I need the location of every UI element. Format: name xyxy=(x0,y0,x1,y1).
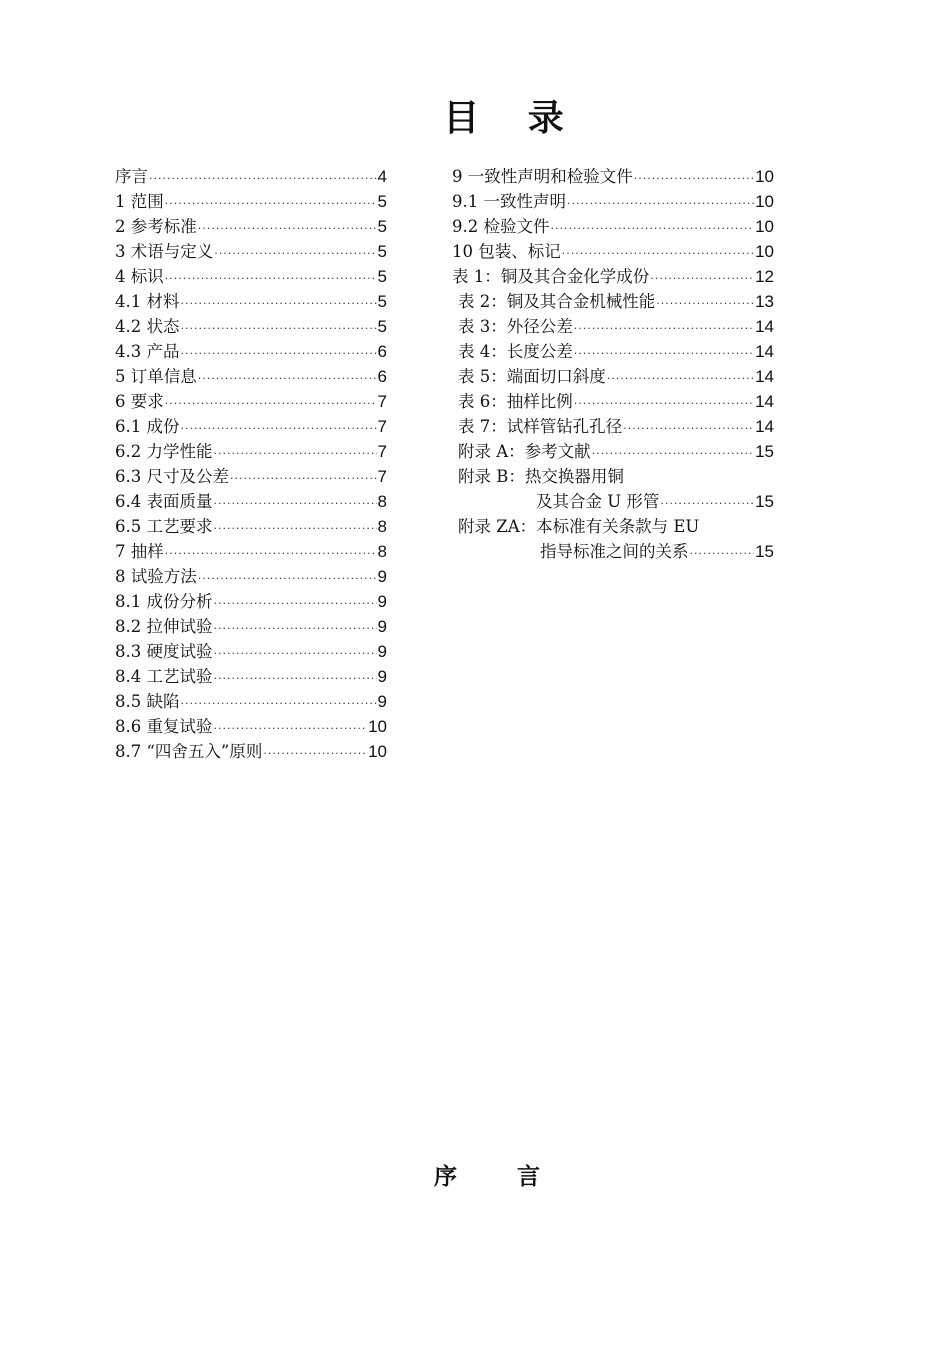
dot-leader xyxy=(562,241,754,266)
toc-entry-page: 5 xyxy=(377,217,387,236)
toc-entry[interactable] xyxy=(115,164,387,189)
toc-entry-label: 表 7：试样管钻孔孔径 xyxy=(458,417,623,436)
toc-entry-label: 附录 B：热交换器用铜 xyxy=(458,467,624,486)
toc-entry[interactable] xyxy=(452,439,774,464)
toc-entry-label: 6.1 成份 xyxy=(115,417,180,436)
toc-entry-label: 3 术语与定义 xyxy=(115,242,214,261)
toc-entry-label: 表 3：外径公差 xyxy=(458,317,573,336)
toc-entry-page: 9 xyxy=(377,692,387,711)
toc-entry[interactable] xyxy=(452,464,774,489)
toc-entry-label: 1 范围 xyxy=(115,192,164,211)
toc-entry[interactable] xyxy=(452,164,774,189)
toc-entry-label: 8.3 硬度试验 xyxy=(115,642,213,661)
toc-entry[interactable] xyxy=(115,664,387,689)
toc-entry-page: 7 xyxy=(377,417,387,436)
toc-entry-page: 14 xyxy=(755,367,774,386)
toc-entry-continuation[interactable] xyxy=(452,539,774,564)
dot-leader xyxy=(567,191,754,216)
dot-leader xyxy=(623,416,754,441)
toc-entry-label: 8.1 成份分析 xyxy=(115,592,213,611)
toc-entry[interactable] xyxy=(452,264,774,289)
toc-entry-continuation[interactable] xyxy=(452,489,774,514)
toc-entry-page: 6 xyxy=(377,342,387,361)
dot-leader xyxy=(165,541,377,566)
toc-entry-page: 5 xyxy=(377,317,387,336)
toc-entry-label: 指导标准之间的关系 xyxy=(540,542,689,561)
toc-entry-label: 序言 xyxy=(115,167,148,186)
toc-entry-page: 14 xyxy=(755,317,774,336)
toc-entry[interactable] xyxy=(115,614,387,639)
toc-entry-page: 8 xyxy=(377,492,387,511)
toc-entry-label: 6.2 力学性能 xyxy=(115,442,213,461)
toc-entry-page: 5 xyxy=(377,242,387,261)
toc-entry[interactable] xyxy=(452,189,774,214)
toc-entry[interactable] xyxy=(452,389,774,414)
dot-leader xyxy=(551,216,755,241)
toc-entry-page: 10 xyxy=(755,192,774,211)
dot-leader xyxy=(181,316,377,341)
toc-entry[interactable] xyxy=(115,739,387,764)
toc-left-column xyxy=(115,164,387,764)
dot-leader xyxy=(214,591,377,616)
toc-entry-page: 10 xyxy=(755,242,774,261)
toc-entry-label: 8 试验方法 xyxy=(115,567,197,586)
toc-entry-page: 13 xyxy=(755,292,774,311)
toc-entry-page: 9 xyxy=(377,667,387,686)
toc-entry[interactable] xyxy=(452,289,774,314)
toc-entry[interactable] xyxy=(452,364,774,389)
toc-entry[interactable] xyxy=(115,689,387,714)
toc-entry-label: 附录 A：参考文献 xyxy=(458,442,591,461)
dot-leader xyxy=(607,366,754,391)
dot-leader xyxy=(214,716,368,741)
toc-entry-page: 9 xyxy=(377,617,387,636)
dot-leader xyxy=(149,166,377,191)
toc-entry[interactable] xyxy=(115,389,387,414)
dot-leader xyxy=(214,616,377,641)
preface-heading: 序 言 xyxy=(433,1163,566,1190)
toc-entry-label: 8.7 “四舍五入”原则 xyxy=(115,742,263,761)
toc-entry[interactable] xyxy=(115,214,387,239)
toc-entry[interactable] xyxy=(115,714,387,739)
toc-entry-label: 表 5：端面切口斜度 xyxy=(458,367,606,386)
toc-entry-label: 4.1 材料 xyxy=(115,292,180,311)
toc-entry[interactable] xyxy=(115,439,387,464)
toc-entry-label: 5 订单信息 xyxy=(115,367,197,386)
toc-entry-label: 附录 ZA：本标准有关条款与 EU xyxy=(458,517,700,536)
toc-entry[interactable] xyxy=(115,589,387,614)
toc-entry[interactable] xyxy=(115,314,387,339)
toc-entry-page: 10 xyxy=(755,167,774,186)
toc-entry-page: 14 xyxy=(755,342,774,361)
toc-entry-label: 表 4：长度公差 xyxy=(458,342,573,361)
toc-entry-page: 6 xyxy=(377,367,387,386)
toc-entry-page: 9 xyxy=(377,642,387,661)
toc-entry-page: 15 xyxy=(755,492,774,511)
toc-entry[interactable] xyxy=(452,214,774,239)
toc-entry-label: 9 一致性声明和检验文件 xyxy=(452,167,633,186)
dot-leader xyxy=(574,316,754,341)
toc-entry-label: 8.2 拉伸试验 xyxy=(115,617,213,636)
toc-entry[interactable] xyxy=(115,539,387,564)
dot-leader xyxy=(165,391,377,416)
toc-entry-label: 8.5 缺陷 xyxy=(115,692,180,711)
toc-entry[interactable] xyxy=(452,314,774,339)
dot-leader xyxy=(165,191,377,216)
dot-leader xyxy=(690,541,755,566)
toc-entry[interactable] xyxy=(115,489,387,514)
toc-entry-page: 8 xyxy=(377,517,387,536)
toc-entry[interactable] xyxy=(115,189,387,214)
toc-entry-label: 7 抽样 xyxy=(115,542,164,561)
toc-entry-label: 6.5 工艺要求 xyxy=(115,517,213,536)
toc-entry[interactable] xyxy=(115,339,387,364)
toc-entry-page: 7 xyxy=(377,392,387,411)
dot-leader xyxy=(634,166,754,191)
toc-entry-label: 2 参考标准 xyxy=(115,217,197,236)
toc-entry-page: 14 xyxy=(755,417,774,436)
toc-entry-label: 及其合金 U 形管 xyxy=(536,492,660,511)
toc-entry-label: 表 2：铜及其合金机械性能 xyxy=(458,292,656,311)
toc-entry[interactable] xyxy=(115,564,387,589)
toc-entry-page: 5 xyxy=(377,292,387,311)
dot-leader xyxy=(198,366,377,391)
toc-entry-page: 7 xyxy=(377,442,387,461)
toc-title: 目 录 xyxy=(443,97,582,139)
dot-leader xyxy=(181,341,377,366)
toc-entry[interactable] xyxy=(115,289,387,314)
toc-entry-label: 表 1：铜及其合金化学成份 xyxy=(452,267,650,286)
dot-leader xyxy=(230,466,377,491)
toc-entry-page: 12 xyxy=(755,267,774,286)
toc-entry[interactable] xyxy=(115,464,387,489)
toc-entry-page: 5 xyxy=(377,192,387,211)
toc-entry[interactable] xyxy=(452,414,774,439)
toc-entry-page: 10 xyxy=(368,717,387,736)
dot-leader xyxy=(181,691,377,716)
dot-leader xyxy=(214,491,377,516)
toc-entry[interactable] xyxy=(452,239,774,264)
dot-leader xyxy=(574,341,754,366)
toc-entry[interactable] xyxy=(115,414,387,439)
dot-leader xyxy=(263,741,367,766)
toc-entry[interactable] xyxy=(452,339,774,364)
toc-entry-page: 15 xyxy=(755,442,774,461)
toc-entry[interactable] xyxy=(115,639,387,664)
toc-entry-page: 8 xyxy=(377,542,387,561)
toc-entry-label: 4 标识 xyxy=(115,267,164,286)
toc-entry-label: 8.4 工艺试验 xyxy=(115,667,213,686)
toc-entry-page: 9 xyxy=(377,592,387,611)
toc-entry-page: 5 xyxy=(377,267,387,286)
dot-leader xyxy=(214,666,377,691)
toc-entry-label: 4.3 产品 xyxy=(115,342,180,361)
toc-entry-label: 9.2 检验文件 xyxy=(452,217,550,236)
toc-entry-label: 4.2 状态 xyxy=(115,317,180,336)
dot-leader xyxy=(181,416,377,441)
toc-entry-page: 10 xyxy=(755,217,774,236)
toc-entry-label: 表 6：抽样比例 xyxy=(458,392,573,411)
toc-entry-label: 8.6 重复试验 xyxy=(115,717,213,736)
toc-entry[interactable] xyxy=(452,514,774,539)
toc-entry-page: 14 xyxy=(755,392,774,411)
dot-leader xyxy=(214,641,377,666)
dot-leader xyxy=(214,441,377,466)
toc-entry-page: 10 xyxy=(368,742,387,761)
dot-leader xyxy=(656,291,754,316)
dot-leader xyxy=(574,391,754,416)
toc-entry-label: 10 包装、标记 xyxy=(452,242,561,261)
dot-leader xyxy=(592,441,754,466)
toc-entry-label: 6.4 表面质量 xyxy=(115,492,213,511)
dot-leader xyxy=(165,266,377,291)
toc-entry-label: 6 要求 xyxy=(115,392,164,411)
dot-leader xyxy=(198,566,377,591)
dot-leader xyxy=(181,291,377,316)
toc-entry-label: 9.1 一致性声明 xyxy=(452,192,566,211)
toc-entry-label: 6.3 尺寸及公差 xyxy=(115,467,229,486)
dot-leader xyxy=(650,266,754,291)
toc-entry[interactable] xyxy=(115,514,387,539)
toc-entry-page: 7 xyxy=(377,467,387,486)
dot-leader xyxy=(198,216,377,241)
toc-right-column xyxy=(452,164,774,564)
toc-entry[interactable] xyxy=(115,364,387,389)
dot-leader xyxy=(214,241,376,266)
toc-entry-page: 4 xyxy=(377,167,387,186)
toc-entry[interactable] xyxy=(115,264,387,289)
dot-leader xyxy=(214,516,377,541)
toc-entry[interactable] xyxy=(115,239,387,264)
toc-entry-page: 9 xyxy=(377,567,387,586)
dot-leader xyxy=(660,491,754,516)
toc-entry-page: 15 xyxy=(755,542,774,561)
